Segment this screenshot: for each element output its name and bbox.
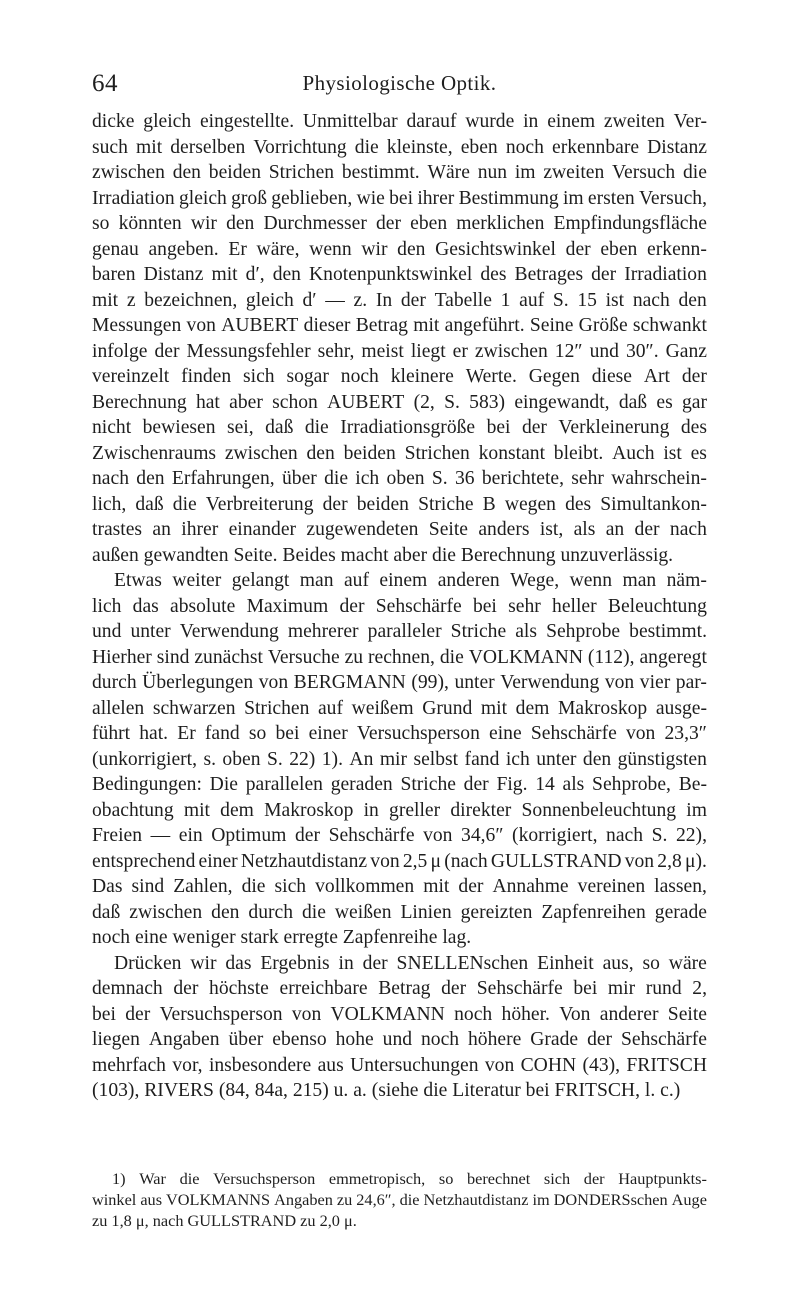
text-line: demnach der höchste erreichbare Betrag der Sehschärfe bei mir rund 2,: [92, 978, 707, 999]
text-line: baren Distanz mit d′, den Knotenpunktswinkel des Betrages der Irradiation: [92, 264, 707, 285]
footnotes: [92, 1168, 707, 1231]
text-line: Freien — ein Optimum der Sehschärfe von 34,6″ (korrigiert, nach S. 22),: [92, 825, 707, 846]
text-line: daß zwischen den durch die weißen Linien gereizten Zapfenreihen gerade: [92, 901, 707, 923]
text-line: such mit derselben Vorrichtung die kleinste, eben noch erkennbare Distanz: [92, 136, 707, 158]
text-line: Das sind Zahlen, die sich vollkommen mit der Annahme vereinen lassen,: [92, 876, 707, 897]
text-line: zwischen den beiden Strichen bestimmt. Wäre nun im zweiten Versuch die: [92, 162, 707, 183]
text-line: dicke gleich eingestellte. Unmittelbar darauf wurde in einem zweiten Ver-: [92, 111, 707, 132]
text-line: Etwas weiter gelangt man auf einem anderen Wege, wenn man näm-: [114, 570, 707, 591]
text-line: Berechnung hat aber schon AUBERT (2, S. 583) eingewandt, daß es gar: [92, 391, 707, 413]
text-line: Messungen von AUBERT dieser Betrag mit angeführt. Seine Größe schwankt: [92, 315, 707, 336]
running-title: Physiologische Optik.: [302, 71, 497, 95]
text-line: (103), RIVERS (84, 84a, 215) u. a. (siehe die Literatur bei FRITSCH, l. c.): [92, 1080, 681, 1101]
text-line: Zwischenraums zwischen den beiden Strichen konstant bleibt. Auch ist es: [92, 442, 707, 464]
text-line: liegen Angaben über ebenso hohe und noch höhere Grade der Sehschärfe: [92, 1029, 707, 1050]
text-line: lich das absolute Maximum der Sehschärfe bei sehr heller Beleuchtung: [92, 595, 707, 617]
text-line: mehrfach vor, insbesondere aus Untersuchungen von COHN (43), FRITSCH: [92, 1054, 707, 1076]
text-line: Hierher sind zunächst Versuche zu rechnen, die VOLKMANN (112), angeregt: [92, 646, 707, 668]
text-line: lich, daß die Verbreiterung der beiden Striche B wegen des Simultankon-: [92, 493, 707, 515]
text-line: so könnten wir den Durchmesser der eben merklichen Empfindungsfläche: [92, 213, 707, 234]
text-line: und unter Verwendung mehrerer paralleler Striche als Sehprobe bestimmt.: [92, 621, 707, 642]
text-line: Drücken wir das Ergebnis in der SNELLENschen Einheit aus, so wäre: [114, 952, 707, 974]
text-line: außen gewandten Seite. Beides macht aber die Berechnung unzuverlässig.: [92, 544, 674, 566]
text-line: Bedingungen: Die parallelen geraden Striche der Fig. 14 als Sehprobe, Be-: [92, 774, 707, 795]
text-line: durch Überlegungen von BERGMANN (99), unter Verwendung von vier par-: [92, 672, 707, 693]
footnote-line: 1) War die Versuchsperson emmetropisch, so berechnet sich der Hauptpunkts-: [112, 1169, 707, 1188]
text-line: infolge der Messungsfehler sehr, meist liegt er zwischen 12″ und 30″. Ganz: [92, 340, 707, 362]
footnote-line: winkel aus VOLKMANNS Angaben zu 24,6″, die Netzhautdistanz im DONDERSschen Auge: [92, 1190, 707, 1209]
text-line: trastes an ihrer einander zugewendeten Seite anders ist, als an der nach: [92, 519, 707, 540]
text-line: allelen schwarzen Strichen auf weißem Grund mit dem Makroskop ausge-: [92, 697, 707, 719]
text-line: entsprechend einer Netzhautdistanz von 2,5 μ (nach GULLSTRAND von 2,8 μ).: [92, 850, 707, 872]
text-line: nach den Erfahrungen, über die ich oben S. 36 berichtete, sehr wahrschein-: [92, 468, 707, 489]
text-line: genau angeben. Er wäre, wenn wir den Gesichtswinkel der eben erkenn-: [92, 238, 707, 260]
page-number: 64: [92, 70, 118, 97]
text-line: noch eine weniger stark erregte Zapfenreihe lag.: [92, 927, 472, 948]
text-line: bei der Versuchsperson von VOLKMANN noch höher. Von anderer Seite: [92, 1003, 707, 1025]
text-line: vereinzelt finden sich sogar noch kleinere Werte. Gegen diese Art der: [92, 366, 707, 387]
page-header: [92, 70, 707, 102]
text-line: obachtung mit dem Makroskop in greller direkter Sonnenbeleuchtung im: [92, 799, 707, 821]
footnote-line: zu 1,8 μ, nach GULLSTRAND zu 2,0 μ.: [92, 1211, 357, 1230]
text-line: führt hat. Er fand so bei einer Versuchsperson eine Sehschärfe von 23,3″: [92, 723, 707, 744]
body-text: [92, 109, 707, 1104]
text-line: Irradiation gleich groß geblieben, wie bei ihrer Bestimmung im ersten Versuch,: [92, 187, 707, 209]
text-line: mit z bezeichnen, gleich d′ — z. In der Tabelle 1 auf S. 15 ist nach den: [92, 289, 707, 311]
text-line: (unkorrigiert, s. oben S. 22) 1). An mir selbst fand ich unter den günstigsten: [92, 748, 707, 770]
text-line: nicht bewiesen sei, daß die Irradiationsgröße bei der Verkleinerung des: [92, 417, 707, 438]
